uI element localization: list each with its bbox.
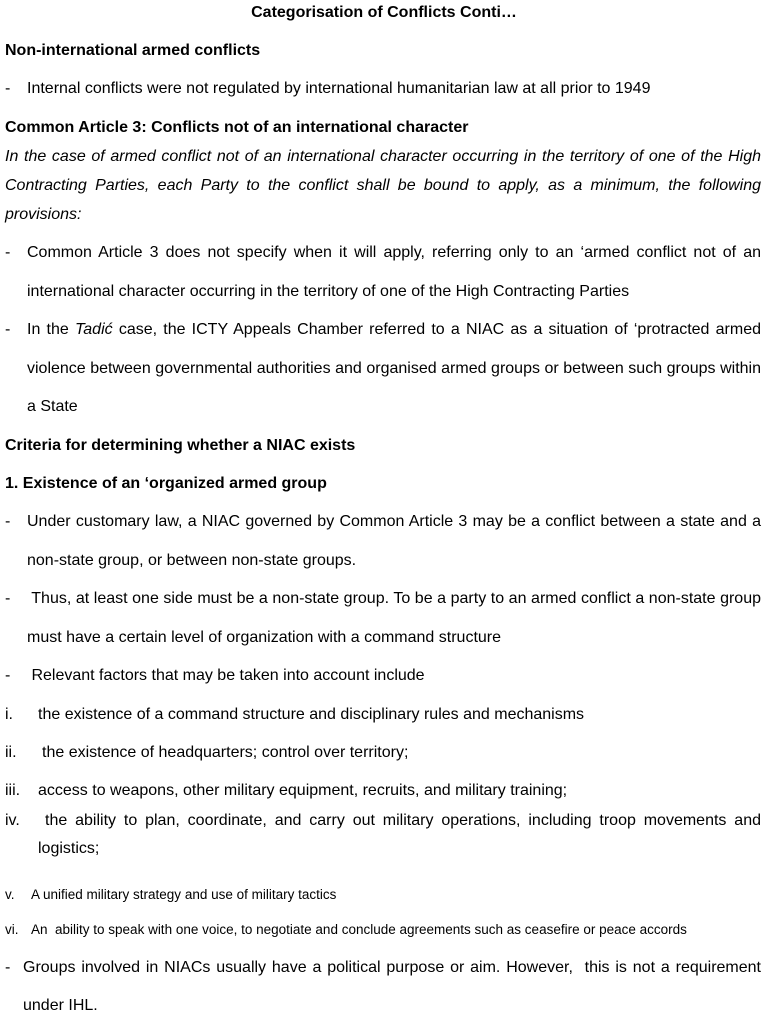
factor-number: ii. bbox=[5, 744, 17, 761]
factor-text: the ability to plan, coordinate, and carry out military operations, including troop movements and bbox=[45, 812, 761, 829]
heading-common-article-3: Common Article 3: Conflicts not of an international character bbox=[5, 119, 469, 136]
customary-line-2: non-state group, or between non-state groups. bbox=[27, 552, 357, 569]
heading-niac: Non-international armed conflicts bbox=[5, 42, 261, 59]
page-title: Categorisation of Conflicts Conti… bbox=[251, 4, 517, 21]
factor-number: iii. bbox=[5, 782, 21, 799]
thus-line-1: Thus, at least one side must be a non-state group. To be a party to an armed conflict a non-state group bbox=[27, 590, 761, 607]
tadic-bullet-line-1 bbox=[27, 320, 761, 340]
factor-number: vi. bbox=[5, 922, 19, 937]
factor-text: the existence of headquarters; control over territory; bbox=[42, 744, 409, 761]
factor-text: An ability to speak with one voice, to negotiate and conclude agreements such as ceasefire or peace accords bbox=[31, 922, 687, 937]
factor-text-continued: logistics; bbox=[38, 840, 100, 857]
customary-line-1: Under customary law, a NIAC governed by Common Article 3 may be a conflict between a state and a bbox=[27, 513, 761, 530]
quote-line-1: In the case of armed conflict not of an international character occurring in the territory of one of the High bbox=[5, 148, 761, 165]
bullet-marker: - bbox=[5, 667, 11, 684]
factor-number: v. bbox=[5, 887, 15, 902]
factor-text: access to weapons, other military equipment, recruits, and military training; bbox=[38, 782, 568, 799]
bullet-marker: - bbox=[5, 321, 11, 338]
tadic-case-name: Tadić bbox=[74, 321, 113, 338]
tadic-bullet-line-3: a State bbox=[27, 398, 78, 415]
tadic-bullet-line-2: violence between governmental authorities and organised armed groups or between such groups within bbox=[27, 360, 761, 377]
factor-number: iv. bbox=[5, 812, 20, 829]
quote-line-3: provisions: bbox=[5, 206, 82, 223]
groups-line-2: under IHL. bbox=[23, 997, 98, 1014]
ca3-bullet-line-2: international character occurring in the territory of one of the High Contracting Parties bbox=[27, 283, 630, 300]
factor-text: the existence of a command structure and disciplinary rules and mechanisms bbox=[38, 706, 585, 723]
factor-number: i. bbox=[5, 706, 13, 723]
bullet-marker: - bbox=[5, 513, 11, 530]
groups-line-1: Groups involved in NIACs usually have a political purpose or aim. However, this is not a requirement bbox=[23, 959, 761, 976]
quote-line-2: Contracting Parties, each Party to the conflict shall be bound to apply, as a minimum, the following bbox=[5, 177, 761, 194]
heading-criteria: Criteria for determining whether a NIAC exists bbox=[5, 437, 356, 454]
bullet-marker: - bbox=[5, 959, 11, 976]
bullet-marker: - bbox=[5, 80, 11, 97]
bullet-marker: - bbox=[5, 590, 11, 607]
ca3-bullet-line-1: Common Article 3 does not specify when it will apply, referring only to an ‘armed conflict not of an bbox=[27, 244, 761, 261]
tadic-post: case, the ICTY Appeals Chamber referred to a NIAC as a situation of ‘protracted armed bbox=[112, 321, 761, 338]
bullet-marker: - bbox=[5, 244, 11, 261]
factor-text: A unified military strategy and use of military tactics bbox=[31, 887, 337, 902]
bullet-internal-conflicts: Internal conflicts were not regulated by international humanitarian law at all prior to 1949 bbox=[27, 80, 651, 97]
relevant-factors-line: Relevant factors that may be taken into account include bbox=[27, 667, 425, 684]
heading-existence: 1. Existence of an ‘organized armed group bbox=[5, 475, 327, 492]
thus-line-2: must have a certain level of organization with a command structure bbox=[27, 629, 502, 646]
tadic-pre: In the bbox=[27, 321, 75, 338]
